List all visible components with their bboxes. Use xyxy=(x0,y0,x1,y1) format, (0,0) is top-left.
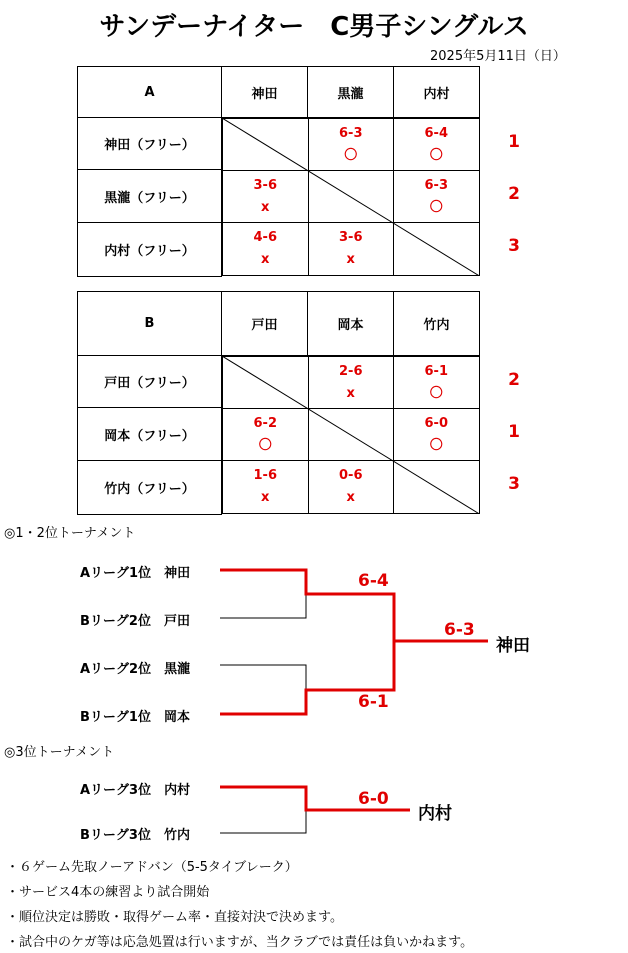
semi2-score: 6-1 xyxy=(358,692,389,712)
player-name: 戸田（フリー） xyxy=(78,356,222,408)
match-score: 6-2 xyxy=(253,415,277,431)
match-score: 3-6 xyxy=(339,230,363,245)
champion-name: 神田 xyxy=(496,636,530,656)
match-mark: 〇 xyxy=(429,147,443,163)
note-item: ・６ゲーム先取ノーアドバン（5-5タイブレーク） xyxy=(6,860,298,875)
match-mark: 〇 xyxy=(258,437,272,453)
column-header: 神田 xyxy=(222,67,308,118)
column-header: 黒瀧 xyxy=(308,67,394,118)
match-score: 6-3 xyxy=(424,177,448,193)
rank-value: 1 xyxy=(508,422,520,442)
note-item: ・試合中のケガ等は応急処置は行いますが、当クラブでは責任は負いかねます。 xyxy=(6,935,474,950)
page-title: サンデーナイター C男子シングルス xyxy=(99,12,529,42)
note-item: ・サービス4本の練習より試合開始 xyxy=(6,885,210,900)
match-score: 1-6 xyxy=(253,468,277,483)
match-mark: x xyxy=(346,252,355,267)
match-mark: 〇 xyxy=(429,437,443,453)
final-score: 6-3 xyxy=(444,620,475,640)
league-header: B xyxy=(78,292,222,356)
column-header: 内村 xyxy=(394,67,480,118)
match-score: 0-6 xyxy=(339,468,363,483)
match-mark: x xyxy=(346,385,355,401)
match-score: 6-4 xyxy=(424,125,448,141)
rank-value: 2 xyxy=(508,184,520,204)
bracket-player: Bリーグ2位 戸田 xyxy=(80,614,190,629)
match-score: 2-6 xyxy=(339,363,363,379)
match-mark: x xyxy=(346,490,355,505)
match-mark: x xyxy=(261,490,270,505)
third-place-winner: 内村 xyxy=(418,804,452,824)
player-name: 神田（フリー） xyxy=(78,118,222,170)
column-header: 竹内 xyxy=(394,292,480,356)
rank-value: 3 xyxy=(508,236,520,256)
match-score: 3-6 xyxy=(253,177,277,193)
bracket-player: Bリーグ1位 岡本 xyxy=(80,710,190,725)
bracket-player: Aリーグ3位 内村 xyxy=(80,783,191,798)
note-item: ・順位決定は勝敗・取得ゲーム率・直接対決で決めます。 xyxy=(6,910,343,925)
column-header: 岡本 xyxy=(308,292,394,356)
rank-value: 1 xyxy=(508,132,520,152)
match-score: 6-1 xyxy=(424,363,448,379)
match-mark: x xyxy=(261,199,270,215)
match-mark: 〇 xyxy=(344,147,358,163)
section-heading: ◎1・2位トーナメント xyxy=(4,526,136,541)
match-mark: x xyxy=(261,252,270,267)
player-name: 黒瀧（フリー） xyxy=(78,170,222,222)
third-place-score: 6-0 xyxy=(358,789,389,809)
bracket-player: Aリーグ1位 神田 xyxy=(80,566,191,581)
player-name: 竹内（フリー） xyxy=(78,460,222,514)
rank-value: 3 xyxy=(508,474,520,494)
match-mark: 〇 xyxy=(429,199,443,215)
player-name: 内村（フリー） xyxy=(78,222,222,276)
column-header: 戸田 xyxy=(222,292,308,356)
match-score: 4-6 xyxy=(253,230,277,245)
semi1-score: 6-4 xyxy=(358,571,389,591)
match-mark: 〇 xyxy=(429,385,443,401)
rank-value: 2 xyxy=(508,370,520,390)
bracket-player: Bリーグ3位 竹内 xyxy=(80,828,190,843)
match-score: 6-0 xyxy=(424,415,448,431)
league-header: A xyxy=(78,67,222,118)
section-heading: ◎3位トーナメント xyxy=(4,745,115,760)
player-name: 岡本（フリー） xyxy=(78,408,222,460)
event-date: 2025年5月11日（日） xyxy=(430,49,566,64)
bracket-player: Aリーグ2位 黒瀧 xyxy=(80,662,191,677)
match-score: 6-3 xyxy=(339,125,363,141)
